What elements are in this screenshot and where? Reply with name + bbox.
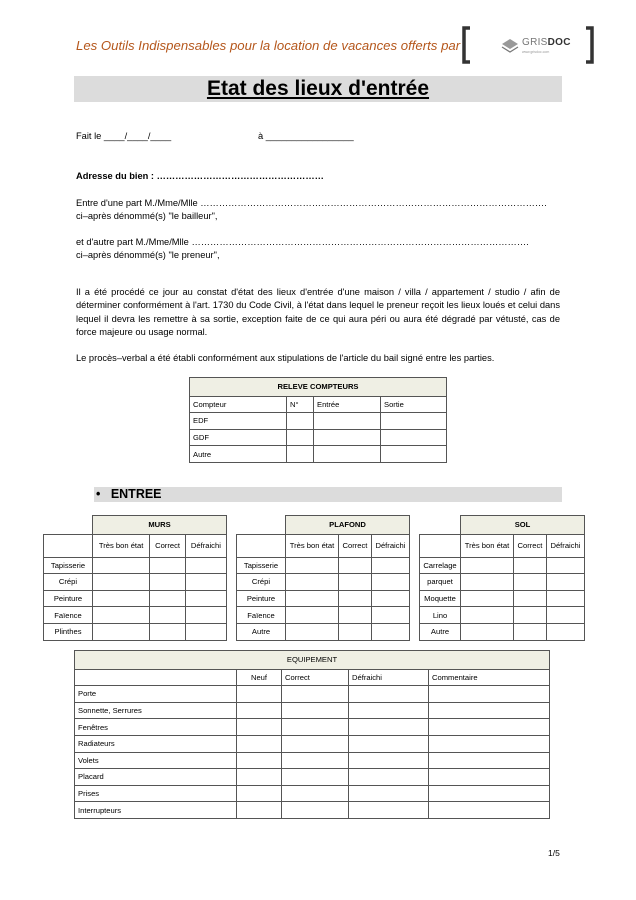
cell[interactable] [286, 590, 339, 607]
cell[interactable] [286, 557, 339, 574]
cell[interactable] [237, 785, 282, 802]
cell[interactable] [349, 802, 429, 819]
header-correct: Correct [514, 534, 547, 557]
cell[interactable] [514, 557, 547, 574]
section-bar [94, 487, 562, 502]
cell[interactable] [286, 623, 339, 640]
cell[interactable] [429, 719, 550, 736]
cell[interactable] [349, 686, 429, 703]
header-defraichi: Défraichi [371, 534, 409, 557]
cell[interactable] [349, 752, 429, 769]
row-label: Porte [75, 686, 237, 703]
cell[interactable] [185, 557, 226, 574]
cell[interactable] [339, 574, 372, 591]
cell[interactable] [429, 686, 550, 703]
table-row [420, 607, 585, 624]
equipement-table [74, 650, 550, 819]
murs-title: MURS [93, 516, 227, 535]
cell[interactable] [546, 623, 584, 640]
cell[interactable] [339, 623, 372, 640]
adresse-bien: Adresse du bien : ……………………………………………… [76, 171, 324, 181]
table-row [75, 719, 550, 736]
section-title [96, 487, 162, 501]
table-row [75, 752, 550, 769]
row-label: Peinture [237, 590, 286, 607]
row-label: Lino [420, 607, 461, 624]
table-row [237, 623, 410, 640]
row-label: Moquette [420, 590, 461, 607]
row-label: Prises [75, 785, 237, 802]
logo-text-bold: DOC [547, 37, 571, 48]
cell[interactable] [185, 607, 226, 624]
cell[interactable] [93, 623, 150, 640]
header-tres-bon: Très bon état [93, 534, 150, 557]
page-title: Etat des lieux d'entrée [206, 77, 430, 100]
cell[interactable] [93, 574, 150, 591]
cell[interactable] [514, 590, 547, 607]
cell[interactable] [287, 446, 314, 463]
table-row [44, 623, 227, 640]
row-label: Placard [75, 769, 237, 786]
table-row [190, 429, 447, 446]
fait-a: à _________________ [258, 131, 354, 141]
header-defraichi: Défraichi [185, 534, 226, 557]
row-label: Peinture [44, 590, 93, 607]
header-tres-bon: Très bon état [286, 534, 339, 557]
cell[interactable] [282, 686, 349, 703]
row-label: Sonnette, Serrures [75, 702, 237, 719]
cell[interactable] [237, 735, 282, 752]
cell[interactable] [93, 557, 150, 574]
murs-table [43, 515, 227, 641]
cell[interactable] [282, 785, 349, 802]
sol-table [419, 515, 585, 641]
cell[interactable] [546, 607, 584, 624]
row-label: Radiateurs [75, 735, 237, 752]
row-label: Volets [75, 752, 237, 769]
cell[interactable] [150, 607, 186, 624]
cell[interactable] [349, 769, 429, 786]
table-row [237, 607, 410, 624]
table-row [420, 574, 585, 591]
cell[interactable] [514, 623, 547, 640]
header-tres-bon: Très bon état [461, 534, 514, 557]
row-label: Tapisserie [44, 557, 93, 574]
paragraph-constat: Il a été procédé ce jour au constat d'état des lieux d'entrée d'une maison / villa / appartement / studio / afin de déterminer conformément à l'art. 1730 du Code Civil, à l'état dans lequel le preneur reçoit les lieux loués et celui dans lequel il devra les remettre à sa sortie, exception faite de ce qui aura péri ou aura été dégradé par vétusté, cas de force majeure ou usage normal. [76, 287, 560, 338]
row-label: GDF [190, 429, 287, 446]
row-label: Fenêtres [75, 719, 237, 736]
table-row [44, 590, 227, 607]
cell[interactable] [461, 590, 514, 607]
cell[interactable] [286, 574, 339, 591]
row-label: Autre [237, 623, 286, 640]
autre-part: et d'autre part M./Mme/Mlle ………………………………………………………………………………………………. [76, 237, 529, 247]
grisdoc-logo [462, 26, 594, 64]
cell[interactable] [546, 557, 584, 574]
table-row [75, 802, 550, 819]
cell[interactable] [461, 607, 514, 624]
cell[interactable] [237, 802, 282, 819]
preneur: ci–après dénommé(s) "le preneur", [76, 250, 220, 260]
plafond-table [236, 515, 410, 641]
cell[interactable] [381, 429, 447, 446]
logo-text-grey: GRIS [522, 37, 548, 48]
cell[interactable] [461, 623, 514, 640]
cell[interactable] [339, 557, 372, 574]
header-tagline: Les Outils Indispensables pour la location de vacances offerts par [76, 38, 461, 53]
cell[interactable] [381, 446, 447, 463]
page-number: 1/5 [548, 848, 560, 858]
cell[interactable] [514, 574, 547, 591]
releve-compteurs-table [189, 377, 447, 463]
cell[interactable] [237, 752, 282, 769]
table-row [75, 686, 550, 703]
cell[interactable] [282, 802, 349, 819]
header-commentaire: Commentaire [429, 669, 550, 686]
cell[interactable] [429, 735, 550, 752]
table-row [190, 413, 447, 430]
cell[interactable] [237, 719, 282, 736]
cell[interactable] [237, 769, 282, 786]
cell[interactable] [314, 446, 381, 463]
cell[interactable] [546, 574, 584, 591]
cell[interactable] [314, 413, 381, 430]
releve-title: RELEVE COMPTEURS [190, 378, 447, 397]
cell[interactable] [185, 574, 226, 591]
cell[interactable] [287, 413, 314, 430]
cell[interactable] [429, 752, 550, 769]
cell[interactable] [461, 574, 514, 591]
row-label: Interrupteurs [75, 802, 237, 819]
plafond-title: PLAFOND [286, 516, 410, 535]
cell[interactable] [314, 429, 381, 446]
equipement-title: EQUIPEMENT [75, 651, 550, 670]
cell[interactable] [282, 702, 349, 719]
table-row [75, 769, 550, 786]
cell[interactable] [286, 607, 339, 624]
entre-part: Entre d'une part M./Mme/Mlle …………………………………………………………………………………………………. [76, 198, 547, 208]
cell[interactable] [150, 623, 186, 640]
header-defraichi: Défraichi [546, 534, 584, 557]
cell[interactable] [282, 752, 349, 769]
header-numero: N° [287, 396, 314, 413]
table-row [237, 590, 410, 607]
table-row [75, 702, 550, 719]
cell[interactable] [93, 590, 150, 607]
table-row [190, 446, 447, 463]
table-row [44, 607, 227, 624]
table-row [44, 557, 227, 574]
row-label: EDF [190, 413, 287, 430]
cell[interactable] [429, 802, 550, 819]
paragraph-proces-verbal: Le procès–verbal a été établi conformément aux stipulations de l'article du bail signé entre les parties. [76, 353, 495, 363]
header-correct: Correct [339, 534, 372, 557]
header-compteur: Compteur [190, 396, 287, 413]
table-row [237, 574, 410, 591]
table-row [237, 557, 410, 574]
row-label: Carrelage [420, 557, 461, 574]
fait-le: Fait le ____/____/____ [76, 131, 172, 141]
row-label: Faïence [237, 607, 286, 624]
cell[interactable] [514, 607, 547, 624]
bailleur: ci–après dénommé(s) "le bailleur", [76, 211, 218, 221]
bullet: • [96, 487, 101, 501]
cell[interactable] [546, 590, 584, 607]
header-sortie: Sortie [381, 396, 447, 413]
cell[interactable] [371, 557, 409, 574]
row-label: Crépi [44, 574, 93, 591]
cell[interactable] [282, 719, 349, 736]
header-correct: Correct [282, 669, 349, 686]
table-row [75, 785, 550, 802]
cell[interactable] [429, 785, 550, 802]
header-defraichi: Défraichi [349, 669, 429, 686]
cell[interactable] [237, 686, 282, 703]
cell[interactable] [371, 607, 409, 624]
cell[interactable] [349, 735, 429, 752]
cell[interactable] [371, 574, 409, 591]
cell[interactable] [371, 623, 409, 640]
sol-title: SOL [461, 516, 585, 535]
logo-tagline: www.grisdoc.com [522, 50, 550, 54]
row-label: Plinthes [44, 623, 93, 640]
table-row [75, 735, 550, 752]
table-row [44, 574, 227, 591]
cell[interactable] [185, 623, 226, 640]
cell[interactable] [150, 557, 186, 574]
cell[interactable] [339, 590, 372, 607]
row-label: Autre [190, 446, 287, 463]
table-row [420, 590, 585, 607]
table-row [420, 557, 585, 574]
cell[interactable] [93, 607, 150, 624]
header-correct: Correct [150, 534, 186, 557]
row-label: Tapisserie [237, 557, 286, 574]
cell[interactable] [237, 702, 282, 719]
cell[interactable] [287, 429, 314, 446]
cell[interactable] [429, 769, 550, 786]
cell[interactable] [282, 769, 349, 786]
table-row [420, 623, 585, 640]
cell[interactable] [371, 590, 409, 607]
cell[interactable] [150, 574, 186, 591]
cell[interactable] [185, 590, 226, 607]
cell[interactable] [339, 607, 372, 624]
cell[interactable] [349, 702, 429, 719]
cell[interactable] [381, 413, 447, 430]
row-label: Autre [420, 623, 461, 640]
row-label: parquet [420, 574, 461, 591]
cell[interactable] [282, 735, 349, 752]
row-label: Crépi [237, 574, 286, 591]
cell[interactable] [461, 557, 514, 574]
header-neuf: Neuf [237, 669, 282, 686]
row-label: Faïence [44, 607, 93, 624]
header-entree: Entrée [314, 396, 381, 413]
section-title-text: ENTREE [110, 487, 162, 501]
cell[interactable] [349, 785, 429, 802]
cell[interactable] [429, 702, 550, 719]
cell[interactable] [150, 590, 186, 607]
cell[interactable] [349, 719, 429, 736]
